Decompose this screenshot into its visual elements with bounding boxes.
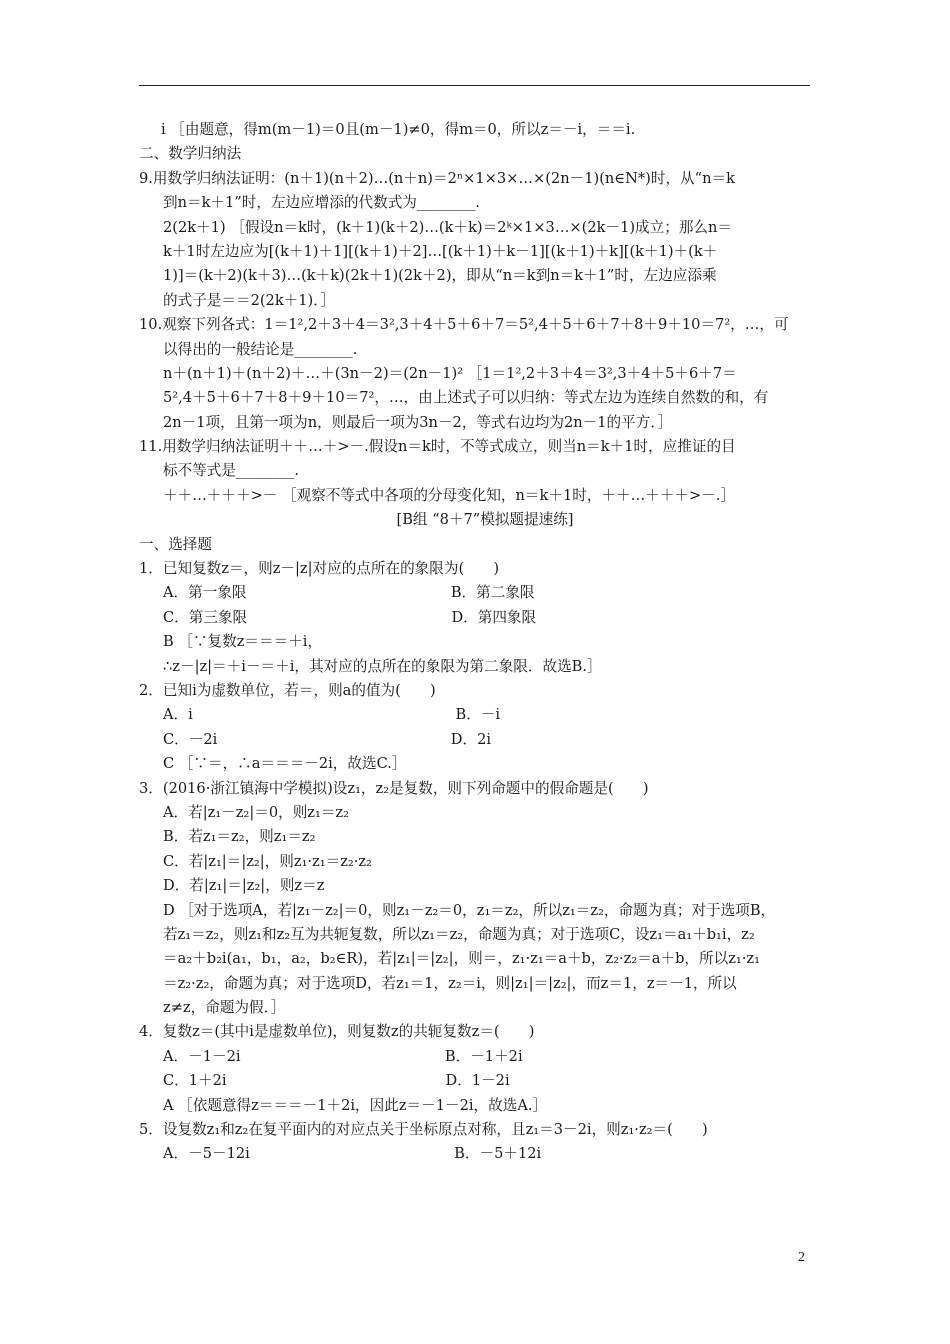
text-line: n＋(n＋1)＋(n＋2)＋…＋(3n－2)＝(2n－1)² ［1＝1²,2＋3＋4＝3²,3＋4＋5＋6＋7＝ bbox=[163, 364, 737, 382]
text-line: A ［依题意得z＝＝＝－1＋2i，因此z＝－1－2i，故选A.］ bbox=[163, 1096, 548, 1114]
text-line: 9.用数学归纳法证明：(n＋1)(n＋2)…(n＋n)＝2ⁿ×1×3×…×(2n－1)(n∈N*)时，从“n＝k bbox=[139, 169, 735, 187]
text-line: 一、选择题 bbox=[139, 535, 212, 553]
text-line: 2．已知i为虚数单位，若＝，则a的值为( ) bbox=[139, 681, 436, 699]
text-line: 若z₁＝z₂，则z₁和z₂互为共轭复数，所以z₁＝z₂，命题为真；对于选项C，设z₁＝a₁＋b₁i，z₂ bbox=[163, 925, 755, 943]
text-line: A．i B．－i bbox=[163, 706, 501, 724]
text-line: A．－1－2i B．－1＋2i bbox=[163, 1047, 523, 1065]
document-body bbox=[139, 118, 811, 1167]
text-line: 的式子是＝＝2(2k＋1)．］ bbox=[163, 291, 336, 309]
text-line: 2(2k＋1) ［假设n＝k时，(k＋1)(k＋2)…(k＋k)＝2ᵏ×1×3…×(2k－1)成立；那么n＝ bbox=[163, 218, 733, 236]
text-line: z≠z，命题为假．］ bbox=[163, 999, 286, 1017]
text-line: A．－5－12i B．－5＋12i bbox=[163, 1145, 542, 1163]
text-line: 3．(2016·浙江镇海中学模拟)设z₁，z₂是复数，则下列命题中的假命题是( ) bbox=[139, 779, 649, 797]
page-number: 2 bbox=[798, 1250, 805, 1265]
text-line: i ［由题意，得m(m－1)＝0且(m－1)≠0，得m＝0，所以z＝－i，＝＝i. bbox=[161, 121, 636, 138]
header-rule bbox=[139, 85, 810, 86]
text-line: k＋1时左边应为[(k＋1)＋1][(k＋1)＋2]…[(k＋1)＋k－1][(k＋1)＋k][(k＋1)＋(k＋ bbox=[163, 242, 718, 260]
text-line: C．1＋2i D．1－2i bbox=[163, 1072, 510, 1090]
text-line: B．若z₁＝z₂，则z₁＝z₂ bbox=[163, 828, 316, 846]
text-line: 5．设复数z₁和z₂在复平面内的对应点关于坐标原点对称，且z₁＝3－2i，则z₁·z₂＝( ) bbox=[139, 1121, 708, 1139]
text-line: D ［对于选项A，若|z₁－z₂|＝0，则z₁－z₂＝0，z₁＝z₂，所以z₁＝z₂，命题为真；对于选项B， bbox=[163, 901, 776, 919]
text-line: 1)]＝(k＋2)(k＋3)…(k＋k)(2k＋1)(2k＋2)，即从“n＝k到n＝k＋1”时，左边应添乘 bbox=[163, 267, 717, 285]
text-line: A．第一象限 B．第二象限 bbox=[163, 584, 535, 602]
text-line: 5²,4＋5＋6＋7＋8＋9＋10＝7²，…，由上述式子可以归纳：等式左边为连续自然数的和，有 bbox=[163, 389, 769, 407]
text-line: 4．复数z＝(其中i是虚数单位)，则复数z的共轭复数z＝( ) bbox=[139, 1023, 535, 1041]
text-line: [B组 “8＋7”模拟题提速练] bbox=[396, 511, 574, 529]
text-line: C．第三象限 D．第四象限 bbox=[163, 608, 537, 626]
text-line: ＝a₂＋b₂i(a₁，b₁，a₂，b₂∈R)，若|z₁|＝|z₂|，则＝，z₁·z₁＝a＋b，z₂·z₂＝a＋b，所以z₁·z₁ bbox=[163, 950, 760, 968]
text-line: ＋＋…＋＋＋>－ ［观察不等式中各项的分母变化知，n＝k＋1时，＋＋…＋＋＋>－.］ bbox=[163, 486, 736, 504]
text-line: 到n＝k＋1”时，左边应增添的代数式为________. bbox=[163, 194, 480, 212]
text-line: C ［∵＝，∴a＝＝＝－2i，故选C.］ bbox=[163, 755, 407, 773]
text-line: 1．已知复数z＝，则z－|z|对应的点所在的象限为( ) bbox=[139, 560, 500, 578]
text-line: A．若|z₁－z₂|＝0，则z₁＝z₂ bbox=[163, 803, 349, 821]
text-line: B ［∵复数z＝＝＝＋i， bbox=[163, 633, 323, 651]
text-line: 2n－1项，且第一项为n，则最后一项为3n－2，等式右边均为2n－1的平方．］ bbox=[163, 413, 673, 431]
text-line: 以得出的一般结论是________. bbox=[163, 340, 358, 358]
text-line: C．若|z₁|＝|z₂|，则z₁·z₁＝z₂·z₂ bbox=[163, 852, 372, 870]
text-line: 10.观察下列各式：1＝1²,2＋3＋4＝3²,3＋4＋5＋6＋7＝5²,4＋5＋6＋7＋8＋9＋10＝7²，…，可 bbox=[139, 316, 789, 334]
text-line: D．若|z₁|＝|z₂|，则z＝z bbox=[163, 877, 325, 895]
text-line: C．－2i D．2i bbox=[163, 730, 492, 748]
text-line: ＝z₂·z₂，命题为真；对于选项D，若z₁＝1，z₂＝i，则|z₁|＝|z₂|，而z＝1，z＝－1，所以 bbox=[163, 974, 737, 992]
text-line: ∴z－|z|＝＋i－＝＋i，其对应的点所在的象限为第二象限．故选B.］ bbox=[163, 657, 602, 675]
text-line: 11.用数学归纳法证明＋＋…＋>－.假设n＝k时，不等式成立，则当n＝k＋1时，应推证的目 bbox=[139, 438, 736, 456]
text-line: 标不等式是________. bbox=[163, 462, 299, 480]
text-line: 二、数学归纳法 bbox=[139, 145, 242, 163]
